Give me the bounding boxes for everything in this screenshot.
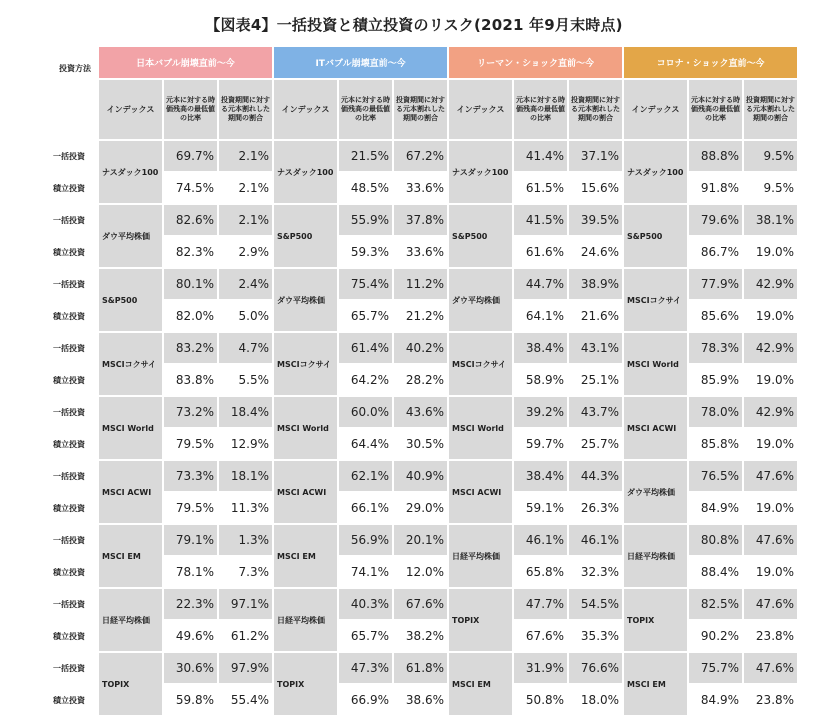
table-row bbox=[53, 525, 797, 555]
below-principal-header: 投資期間に対する元本割れした期間の割合 bbox=[394, 80, 447, 139]
index-name-cell: ナスダック100 bbox=[624, 141, 687, 203]
min-ratio-value: 21.5% bbox=[339, 141, 392, 171]
method-lump-label: 一括投資 bbox=[53, 461, 97, 491]
min-ratio-value: 73.2% bbox=[164, 397, 217, 427]
index-name-cell: ダウ平均株価 bbox=[449, 269, 512, 331]
below-principal-value: 2.1% bbox=[219, 205, 272, 235]
min-ratio-value: 64.1% bbox=[514, 301, 567, 331]
min-ratio-value: 85.8% bbox=[689, 429, 742, 459]
min-ratio-value: 66.1% bbox=[339, 493, 392, 523]
below-principal-value: 55.4% bbox=[219, 685, 272, 715]
min-ratio-value: 64.2% bbox=[339, 365, 392, 395]
table-row bbox=[53, 333, 797, 363]
method-lump-label: 一括投資 bbox=[53, 525, 97, 555]
below-principal-value: 54.5% bbox=[569, 589, 622, 619]
below-principal-value: 47.6% bbox=[744, 653, 797, 683]
min-ratio-value: 79.5% bbox=[164, 493, 217, 523]
table-row bbox=[53, 461, 797, 491]
min-ratio-value: 74.5% bbox=[164, 173, 217, 203]
below-principal-value: 23.8% bbox=[744, 685, 797, 715]
min-ratio-value: 79.5% bbox=[164, 429, 217, 459]
below-principal-value: 43.6% bbox=[394, 397, 447, 427]
period-header: コロナ・ショック直前～今 bbox=[624, 47, 797, 78]
sub-index-header: インデックス bbox=[624, 80, 687, 139]
method-lump-label: 一括投資 bbox=[53, 269, 97, 299]
below-principal-value: 23.8% bbox=[744, 621, 797, 651]
min-ratio-value: 82.3% bbox=[164, 237, 217, 267]
min-ratio-value: 31.9% bbox=[514, 653, 567, 683]
min-ratio-value: 78.1% bbox=[164, 557, 217, 587]
below-principal-value: 30.5% bbox=[394, 429, 447, 459]
min-ratio-value: 83.2% bbox=[164, 333, 217, 363]
below-principal-value: 61.2% bbox=[219, 621, 272, 651]
below-principal-value: 47.6% bbox=[744, 589, 797, 619]
min-ratio-value: 76.5% bbox=[689, 461, 742, 491]
min-ratio-value: 22.3% bbox=[164, 589, 217, 619]
below-principal-value: 9.5% bbox=[744, 173, 797, 203]
min-ratio-value: 59.8% bbox=[164, 685, 217, 715]
below-principal-value: 19.0% bbox=[744, 237, 797, 267]
method-accum-label: 積立投資 bbox=[53, 557, 97, 587]
below-principal-value: 2.4% bbox=[219, 269, 272, 299]
index-name-cell: S&P500 bbox=[449, 205, 512, 267]
min-ratio-value: 69.7% bbox=[164, 141, 217, 171]
table-row bbox=[53, 205, 797, 235]
min-ratio-value: 61.5% bbox=[514, 173, 567, 203]
index-name-cell: 日経平均株価 bbox=[449, 525, 512, 587]
min-ratio-value: 39.2% bbox=[514, 397, 567, 427]
table-row bbox=[53, 589, 797, 619]
below-principal-value: 35.3% bbox=[569, 621, 622, 651]
index-name-cell: MSCIコクサイ bbox=[274, 333, 337, 395]
method-header: 投資方法 bbox=[53, 47, 97, 139]
below-principal-value: 19.0% bbox=[744, 429, 797, 459]
sub-index-header: インデックス bbox=[274, 80, 337, 139]
min-ratio-value: 65.7% bbox=[339, 621, 392, 651]
index-name-cell: MSCIコクサイ bbox=[449, 333, 512, 395]
index-name-cell: S&P500 bbox=[274, 205, 337, 267]
method-accum-label: 積立投資 bbox=[53, 173, 97, 203]
table-row bbox=[53, 397, 797, 427]
index-name-cell: TOPIX bbox=[449, 589, 512, 651]
below-principal-value: 24.6% bbox=[569, 237, 622, 267]
index-name-cell: ナスダック100 bbox=[449, 141, 512, 203]
method-lump-label: 一括投資 bbox=[53, 141, 97, 171]
method-lump-label: 一括投資 bbox=[53, 397, 97, 427]
below-principal-value: 11.3% bbox=[219, 493, 272, 523]
period-header: リーマン・ショック直前～今 bbox=[449, 47, 622, 78]
min-ratio-value: 59.7% bbox=[514, 429, 567, 459]
below-principal-header: 投資期間に対する元本割れした期間の割合 bbox=[569, 80, 622, 139]
min-ratio-value: 55.9% bbox=[339, 205, 392, 235]
below-principal-value: 2.1% bbox=[219, 173, 272, 203]
below-principal-value: 12.0% bbox=[394, 557, 447, 587]
below-principal-value: 4.7% bbox=[219, 333, 272, 363]
min-ratio-value: 84.9% bbox=[689, 685, 742, 715]
below-principal-value: 18.4% bbox=[219, 397, 272, 427]
min-ratio-value: 61.4% bbox=[339, 333, 392, 363]
below-principal-header: 投資期間に対する元本割れした期間の割合 bbox=[219, 80, 272, 139]
below-principal-value: 9.5% bbox=[744, 141, 797, 171]
table-row bbox=[53, 269, 797, 299]
below-principal-value: 33.6% bbox=[394, 237, 447, 267]
min-ratio-value: 44.7% bbox=[514, 269, 567, 299]
min-ratio-value: 82.5% bbox=[689, 589, 742, 619]
index-name-cell: TOPIX bbox=[99, 653, 162, 715]
index-name-cell: TOPIX bbox=[274, 653, 337, 715]
index-name-cell: MSCI EM bbox=[449, 653, 512, 715]
risk-table bbox=[51, 45, 799, 717]
index-name-cell: MSCI ACWI bbox=[274, 461, 337, 523]
table-body bbox=[53, 141, 797, 715]
index-name-cell: MSCI ACWI bbox=[449, 461, 512, 523]
subheader-row bbox=[53, 80, 797, 139]
below-principal-value: 1.3% bbox=[219, 525, 272, 555]
sub-index-header: インデックス bbox=[99, 80, 162, 139]
below-principal-value: 18.1% bbox=[219, 461, 272, 491]
below-principal-value: 21.2% bbox=[394, 301, 447, 331]
method-accum-label: 積立投資 bbox=[53, 621, 97, 651]
min-ratio-value: 47.7% bbox=[514, 589, 567, 619]
index-name-cell: 日経平均株価 bbox=[99, 589, 162, 651]
min-ratio-value: 46.1% bbox=[514, 525, 567, 555]
index-name-cell: 日経平均株価 bbox=[274, 589, 337, 651]
below-principal-value: 25.1% bbox=[569, 365, 622, 395]
min-ratio-value: 79.1% bbox=[164, 525, 217, 555]
index-name-cell: MSCI ACWI bbox=[624, 397, 687, 459]
min-ratio-value: 61.6% bbox=[514, 237, 567, 267]
index-name-cell: TOPIX bbox=[624, 589, 687, 651]
method-accum-label: 積立投資 bbox=[53, 301, 97, 331]
min-ratio-value: 86.7% bbox=[689, 237, 742, 267]
below-principal-value: 7.3% bbox=[219, 557, 272, 587]
min-ratio-value: 88.8% bbox=[689, 141, 742, 171]
below-principal-value: 19.0% bbox=[744, 301, 797, 331]
below-principal-value: 15.6% bbox=[569, 173, 622, 203]
index-name-cell: ダウ平均株価 bbox=[99, 205, 162, 267]
min-ratio-value: 41.4% bbox=[514, 141, 567, 171]
min-ratio-value: 78.3% bbox=[689, 333, 742, 363]
min-ratio-value: 77.9% bbox=[689, 269, 742, 299]
below-principal-value: 97.9% bbox=[219, 653, 272, 683]
min-ratio-value: 62.1% bbox=[339, 461, 392, 491]
method-lump-label: 一括投資 bbox=[53, 205, 97, 235]
min-ratio-value: 65.7% bbox=[339, 301, 392, 331]
min-ratio-value: 79.6% bbox=[689, 205, 742, 235]
min-ratio-value: 65.8% bbox=[514, 557, 567, 587]
min-ratio-value: 41.5% bbox=[514, 205, 567, 235]
below-principal-value: 44.3% bbox=[569, 461, 622, 491]
index-name-cell: MSCI EM bbox=[99, 525, 162, 587]
below-principal-value: 29.0% bbox=[394, 493, 447, 523]
index-name-cell: MSCI EM bbox=[624, 653, 687, 715]
min-ratio-value: 48.5% bbox=[339, 173, 392, 203]
index-name-cell: S&P500 bbox=[624, 205, 687, 267]
below-principal-value: 25.7% bbox=[569, 429, 622, 459]
below-principal-value: 12.9% bbox=[219, 429, 272, 459]
below-principal-value: 28.2% bbox=[394, 365, 447, 395]
below-principal-value: 19.0% bbox=[744, 365, 797, 395]
index-name-cell: MSCIコクサイ bbox=[99, 333, 162, 395]
below-principal-value: 37.8% bbox=[394, 205, 447, 235]
below-principal-value: 39.5% bbox=[569, 205, 622, 235]
sub-index-header: インデックス bbox=[449, 80, 512, 139]
below-principal-value: 40.9% bbox=[394, 461, 447, 491]
min-ratio-value: 88.4% bbox=[689, 557, 742, 587]
index-name-cell: MSCI World bbox=[624, 333, 687, 395]
min-ratio-value: 56.9% bbox=[339, 525, 392, 555]
min-ratio-value: 47.3% bbox=[339, 653, 392, 683]
below-principal-value: 97.1% bbox=[219, 589, 272, 619]
min-ratio-header: 元本に対する時価残高の最低値の比率 bbox=[514, 80, 567, 139]
method-accum-label: 積立投資 bbox=[53, 685, 97, 715]
min-ratio-value: 66.9% bbox=[339, 685, 392, 715]
index-name-cell: MSCI ACWI bbox=[99, 461, 162, 523]
min-ratio-value: 58.9% bbox=[514, 365, 567, 395]
min-ratio-value: 30.6% bbox=[164, 653, 217, 683]
below-principal-value: 2.1% bbox=[219, 141, 272, 171]
below-principal-value: 40.2% bbox=[394, 333, 447, 363]
below-principal-header: 投資期間に対する元本割れした期間の割合 bbox=[744, 80, 797, 139]
below-principal-value: 42.9% bbox=[744, 269, 797, 299]
below-principal-value: 47.6% bbox=[744, 525, 797, 555]
below-principal-value: 38.6% bbox=[394, 685, 447, 715]
below-principal-value: 67.2% bbox=[394, 141, 447, 171]
min-ratio-value: 80.8% bbox=[689, 525, 742, 555]
below-principal-value: 19.0% bbox=[744, 493, 797, 523]
method-lump-label: 一括投資 bbox=[53, 589, 97, 619]
min-ratio-value: 50.8% bbox=[514, 685, 567, 715]
below-principal-value: 76.6% bbox=[569, 653, 622, 683]
below-principal-value: 26.3% bbox=[569, 493, 622, 523]
min-ratio-value: 59.1% bbox=[514, 493, 567, 523]
below-principal-value: 21.6% bbox=[569, 301, 622, 331]
min-ratio-value: 38.4% bbox=[514, 461, 567, 491]
below-principal-value: 67.6% bbox=[394, 589, 447, 619]
method-accum-label: 積立投資 bbox=[53, 237, 97, 267]
page-title: 【図表4】一括投資と積立投資のリスク(2021 年9月末時点) bbox=[205, 16, 623, 34]
below-principal-value: 18.0% bbox=[569, 685, 622, 715]
below-principal-value: 32.3% bbox=[569, 557, 622, 587]
index-name-cell: 日経平均株価 bbox=[624, 525, 687, 587]
min-ratio-value: 60.0% bbox=[339, 397, 392, 427]
min-ratio-value: 75.7% bbox=[689, 653, 742, 683]
below-principal-value: 5.0% bbox=[219, 301, 272, 331]
min-ratio-value: 73.3% bbox=[164, 461, 217, 491]
min-ratio-value: 83.8% bbox=[164, 365, 217, 395]
below-principal-value: 5.5% bbox=[219, 365, 272, 395]
method-lump-label: 一括投資 bbox=[53, 333, 97, 363]
index-name-cell: ナスダック100 bbox=[274, 141, 337, 203]
min-ratio-value: 80.1% bbox=[164, 269, 217, 299]
index-name-cell: MSCI World bbox=[99, 397, 162, 459]
index-name-cell: ダウ平均株価 bbox=[274, 269, 337, 331]
min-ratio-header: 元本に対する時価残高の最低値の比率 bbox=[164, 80, 217, 139]
min-ratio-value: 82.0% bbox=[164, 301, 217, 331]
index-name-cell: S&P500 bbox=[99, 269, 162, 331]
method-accum-label: 積立投資 bbox=[53, 493, 97, 523]
index-name-cell: MSCI World bbox=[449, 397, 512, 459]
below-principal-value: 42.9% bbox=[744, 397, 797, 427]
table-row bbox=[53, 141, 797, 171]
below-principal-value: 38.2% bbox=[394, 621, 447, 651]
period-header: ITバブル崩壊直前～今 bbox=[274, 47, 447, 78]
min-ratio-header: 元本に対する時価残高の最低値の比率 bbox=[689, 80, 742, 139]
method-lump-label: 一括投資 bbox=[53, 653, 97, 683]
below-principal-value: 47.6% bbox=[744, 461, 797, 491]
min-ratio-value: 85.6% bbox=[689, 301, 742, 331]
index-name-cell: MSCI EM bbox=[274, 525, 337, 587]
min-ratio-header: 元本に対する時価残高の最低値の比率 bbox=[339, 80, 392, 139]
period-header: 日本バブル崩壊直前～今 bbox=[99, 47, 272, 78]
min-ratio-value: 91.8% bbox=[689, 173, 742, 203]
below-principal-value: 37.1% bbox=[569, 141, 622, 171]
min-ratio-value: 75.4% bbox=[339, 269, 392, 299]
below-principal-value: 38.1% bbox=[744, 205, 797, 235]
below-principal-value: 33.6% bbox=[394, 173, 447, 203]
index-name-cell: MSCI World bbox=[274, 397, 337, 459]
below-principal-value: 2.9% bbox=[219, 237, 272, 267]
min-ratio-value: 82.6% bbox=[164, 205, 217, 235]
method-accum-label: 積立投資 bbox=[53, 429, 97, 459]
below-principal-value: 11.2% bbox=[394, 269, 447, 299]
min-ratio-value: 84.9% bbox=[689, 493, 742, 523]
below-principal-value: 61.8% bbox=[394, 653, 447, 683]
index-name-cell: MSCIコクサイ bbox=[624, 269, 687, 331]
below-principal-value: 43.1% bbox=[569, 333, 622, 363]
min-ratio-value: 59.3% bbox=[339, 237, 392, 267]
min-ratio-value: 64.4% bbox=[339, 429, 392, 459]
min-ratio-value: 74.1% bbox=[339, 557, 392, 587]
below-principal-value: 42.9% bbox=[744, 333, 797, 363]
index-name-cell: ダウ平均株価 bbox=[624, 461, 687, 523]
min-ratio-value: 85.9% bbox=[689, 365, 742, 395]
index-name-cell: ナスダック100 bbox=[99, 141, 162, 203]
below-principal-value: 38.9% bbox=[569, 269, 622, 299]
min-ratio-value: 40.3% bbox=[339, 589, 392, 619]
min-ratio-value: 78.0% bbox=[689, 397, 742, 427]
below-principal-value: 43.7% bbox=[569, 397, 622, 427]
min-ratio-value: 38.4% bbox=[514, 333, 567, 363]
min-ratio-value: 67.6% bbox=[514, 621, 567, 651]
below-principal-value: 19.0% bbox=[744, 557, 797, 587]
below-principal-value: 46.1% bbox=[569, 525, 622, 555]
min-ratio-value: 49.6% bbox=[164, 621, 217, 651]
below-principal-value: 20.1% bbox=[394, 525, 447, 555]
min-ratio-value: 90.2% bbox=[689, 621, 742, 651]
table-row bbox=[53, 653, 797, 683]
method-accum-label: 積立投資 bbox=[53, 365, 97, 395]
